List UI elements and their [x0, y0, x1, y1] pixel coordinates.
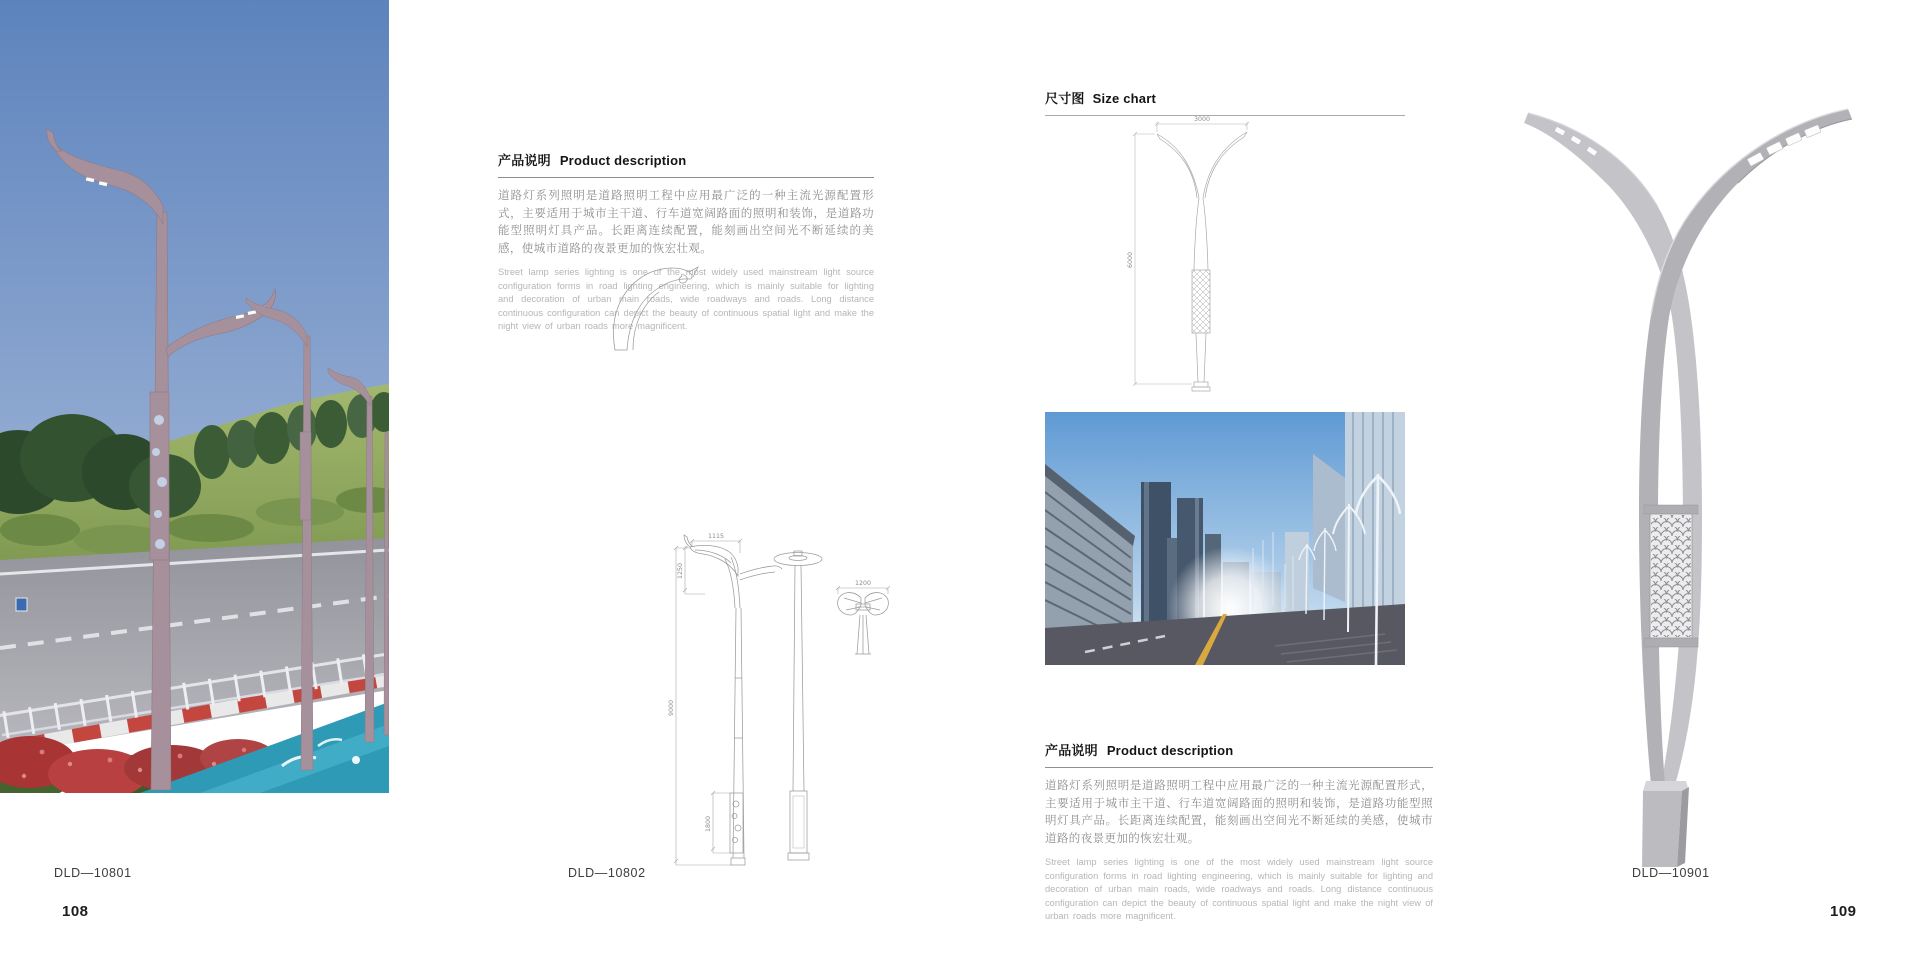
drawing-caption: DLD—10802 — [568, 866, 646, 880]
size-chart-title-en: Size chart — [1092, 91, 1157, 106]
desc-left-heading — [498, 150, 874, 178]
render-arm-left — [1524, 113, 1702, 785]
render-arm-right — [1639, 109, 1852, 785]
technical-drawing — [555, 258, 905, 880]
dim-label-panel-height: 1800 — [705, 815, 712, 833]
page-number-left: 108 — [62, 903, 89, 920]
page-number-right: 109 — [1830, 903, 1857, 920]
render-base — [1642, 781, 1689, 867]
render-caption: DLD—10901 — [1632, 866, 1710, 880]
size-chart-title-zh: 尺寸图 — [1045, 91, 1085, 106]
size-chart-pole — [1157, 132, 1247, 391]
lamp-render — [1518, 95, 1858, 875]
street-photo — [0, 0, 389, 793]
dim-label-chart-pole-height: 6000 — [1127, 251, 1134, 269]
desc-left-paragraph-zh: 道路灯系列照明是道路照明工程中应用最广泛的一种主流光源配置形式，主要适用于城市主干道、行车道宽阔路面的照明和装饰，是道路功能型照明灯具产品。长距离连续配置，能刻画出空间光不断延续的美感，使城市道路的夜景更加的恢宏壮观。 — [498, 190, 874, 255]
desc-right-title-en: Product description — [1106, 743, 1234, 758]
desc-left-title-zh: 产品说明 — [498, 153, 551, 168]
drawing-head-detail — [613, 267, 698, 350]
city-photo — [1045, 412, 1405, 665]
dim-label-head-height: 1250 — [677, 562, 684, 580]
street-photo-art — [0, 0, 389, 793]
desc-left-title-en: Product description — [559, 153, 687, 168]
drawing-leaf-detail — [836, 586, 890, 654]
dim-label-arm-projection: 1115 — [707, 533, 725, 540]
desc-right-title-zh: 产品说明 — [1045, 743, 1098, 758]
photo-caption: DLD—10801 — [54, 866, 132, 880]
desc-right-paragraph-en: Street lamp series lighting is one of the most widely used mainstream light source configuration forms in road lighting engineering, which is mainly suitable for lighting and decoration of urban main roads, wide roadways and roads. Long distance continuous configuration can depict the beauty of continuous spatial light and make the night view of urban roads more magnificent. — [1045, 857, 1433, 922]
desc-left-paragraph-en: Street lamp series lighting is one of the most widely used mainstream light source configuration forms in road lighting engineering, which is mainly suitable for lighting and decoration of urban main roads, wide roadways and roads. Long distance continuous configuration can depict the beauty of continuous spatial light and make the night view of urban roads more magnificent. — [498, 267, 874, 332]
dim-label-leaf-width: 1200 — [854, 580, 872, 587]
desc-right-paragraph-zh: 道路灯系列照明是道路照明工程中应用最广泛的一种主流光源配置形式，主要适用于城市主干道、行车道宽阔路面的照明和装饰，是道路功能型照明灯具产品。长距离连续配置，能刻画出空间光不断延续的美感，使城市道路的夜景更加的恢宏壮观。 — [1045, 780, 1433, 845]
lamp-render-art — [1518, 95, 1858, 875]
product-description-right — [1045, 740, 1433, 924]
size-chart-dimension-lines — [1133, 122, 1249, 386]
drawing-canopy-pole — [774, 551, 822, 860]
size-chart-drawing — [1113, 112, 1305, 402]
drawing-main-pole — [684, 535, 782, 865]
dim-label-pole-height: 9000 — [668, 699, 675, 717]
technical-drawing-art — [555, 258, 905, 880]
desc-right-heading — [1045, 740, 1433, 768]
size-chart-art — [1113, 112, 1305, 402]
city-photo-art — [1045, 412, 1405, 665]
dim-label-arm-span: 3000 — [1193, 116, 1211, 123]
render-lattice-panel — [1644, 505, 1698, 647]
